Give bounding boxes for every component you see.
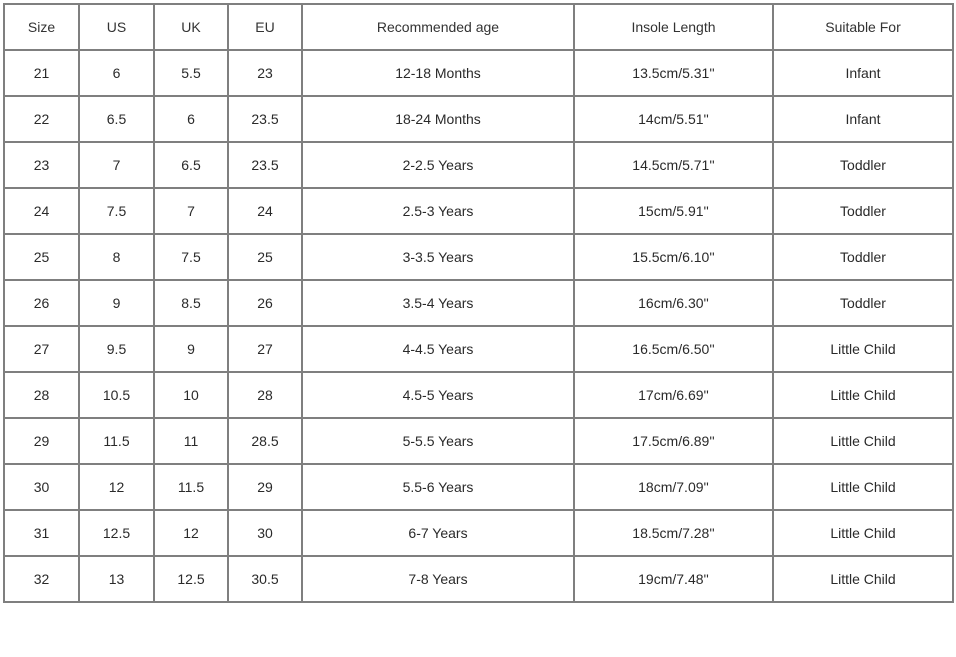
table-row bbox=[4, 142, 953, 188]
cell-size: 26 bbox=[4, 280, 79, 326]
cell-suitable-for: Little Child bbox=[773, 418, 953, 464]
header-us: US bbox=[79, 4, 154, 50]
cell-us: 11.5 bbox=[79, 418, 154, 464]
cell-size: 21 bbox=[4, 50, 79, 96]
cell-uk: 12.5 bbox=[154, 556, 228, 602]
cell-uk: 8.5 bbox=[154, 280, 228, 326]
cell-uk: 7.5 bbox=[154, 234, 228, 280]
cell-us: 9 bbox=[79, 280, 154, 326]
cell-uk: 11.5 bbox=[154, 464, 228, 510]
cell-us: 12.5 bbox=[79, 510, 154, 556]
cell-eu: 23.5 bbox=[228, 96, 302, 142]
cell-size: 22 bbox=[4, 96, 79, 142]
cell-eu: 29 bbox=[228, 464, 302, 510]
header-recommended-age: Recommended age bbox=[302, 4, 574, 50]
cell-size: 24 bbox=[4, 188, 79, 234]
cell-us: 6.5 bbox=[79, 96, 154, 142]
cell-us: 7.5 bbox=[79, 188, 154, 234]
cell-eu: 28 bbox=[228, 372, 302, 418]
cell-uk: 7 bbox=[154, 188, 228, 234]
cell-insole-length: 14cm/5.51'' bbox=[574, 96, 773, 142]
cell-eu: 27 bbox=[228, 326, 302, 372]
cell-insole-length: 14.5cm/5.71'' bbox=[574, 142, 773, 188]
cell-us: 7 bbox=[79, 142, 154, 188]
table-row bbox=[4, 510, 953, 556]
header-uk: UK bbox=[154, 4, 228, 50]
cell-insole-length: 16.5cm/6.50'' bbox=[574, 326, 773, 372]
table-body bbox=[4, 50, 953, 602]
cell-uk: 5.5 bbox=[154, 50, 228, 96]
cell-suitable-for: Infant bbox=[773, 50, 953, 96]
table-row bbox=[4, 326, 953, 372]
cell-eu: 25 bbox=[228, 234, 302, 280]
table-row bbox=[4, 372, 953, 418]
cell-suitable-for: Little Child bbox=[773, 326, 953, 372]
cell-eu: 23 bbox=[228, 50, 302, 96]
table-header bbox=[4, 4, 953, 50]
cell-us: 10.5 bbox=[79, 372, 154, 418]
table-row bbox=[4, 96, 953, 142]
header-insole-length: Insole Length bbox=[574, 4, 773, 50]
cell-us: 9.5 bbox=[79, 326, 154, 372]
cell-us: 13 bbox=[79, 556, 154, 602]
cell-insole-length: 17.5cm/6.89'' bbox=[574, 418, 773, 464]
cell-recommended-age: 18-24 Months bbox=[302, 96, 574, 142]
cell-size: 29 bbox=[4, 418, 79, 464]
cell-recommended-age: 12-18 Months bbox=[302, 50, 574, 96]
cell-uk: 12 bbox=[154, 510, 228, 556]
cell-recommended-age: 5-5.5 Years bbox=[302, 418, 574, 464]
cell-size: 30 bbox=[4, 464, 79, 510]
cell-size: 28 bbox=[4, 372, 79, 418]
cell-uk: 6 bbox=[154, 96, 228, 142]
cell-recommended-age: 5.5-6 Years bbox=[302, 464, 574, 510]
cell-insole-length: 18cm/7.09'' bbox=[574, 464, 773, 510]
table-row bbox=[4, 556, 953, 602]
cell-insole-length: 16cm/6.30'' bbox=[574, 280, 773, 326]
cell-recommended-age: 3-3.5 Years bbox=[302, 234, 574, 280]
cell-recommended-age: 3.5-4 Years bbox=[302, 280, 574, 326]
cell-insole-length: 15cm/5.91'' bbox=[574, 188, 773, 234]
size-chart-table bbox=[3, 3, 954, 603]
cell-us: 8 bbox=[79, 234, 154, 280]
cell-suitable-for: Infant bbox=[773, 96, 953, 142]
cell-uk: 6.5 bbox=[154, 142, 228, 188]
cell-eu: 24 bbox=[228, 188, 302, 234]
cell-insole-length: 17cm/6.69'' bbox=[574, 372, 773, 418]
cell-suitable-for: Little Child bbox=[773, 464, 953, 510]
header-row bbox=[4, 4, 953, 50]
cell-recommended-age: 2-2.5 Years bbox=[302, 142, 574, 188]
cell-insole-length: 19cm/7.48'' bbox=[574, 556, 773, 602]
cell-eu: 28.5 bbox=[228, 418, 302, 464]
table-row bbox=[4, 464, 953, 510]
cell-eu: 23.5 bbox=[228, 142, 302, 188]
cell-suitable-for: Little Child bbox=[773, 556, 953, 602]
cell-suitable-for: Toddler bbox=[773, 188, 953, 234]
cell-eu: 30 bbox=[228, 510, 302, 556]
cell-uk: 11 bbox=[154, 418, 228, 464]
cell-recommended-age: 6-7 Years bbox=[302, 510, 574, 556]
cell-suitable-for: Little Child bbox=[773, 510, 953, 556]
cell-size: 23 bbox=[4, 142, 79, 188]
cell-suitable-for: Little Child bbox=[773, 372, 953, 418]
cell-recommended-age: 2.5-3 Years bbox=[302, 188, 574, 234]
header-suitable-for: Suitable For bbox=[773, 4, 953, 50]
cell-eu: 30.5 bbox=[228, 556, 302, 602]
table-row bbox=[4, 418, 953, 464]
cell-us: 6 bbox=[79, 50, 154, 96]
header-size: Size bbox=[4, 4, 79, 50]
table-row bbox=[4, 234, 953, 280]
cell-size: 27 bbox=[4, 326, 79, 372]
cell-size: 32 bbox=[4, 556, 79, 602]
cell-us: 12 bbox=[79, 464, 154, 510]
cell-insole-length: 13.5cm/5.31'' bbox=[574, 50, 773, 96]
cell-insole-length: 15.5cm/6.10'' bbox=[574, 234, 773, 280]
cell-eu: 26 bbox=[228, 280, 302, 326]
table-row bbox=[4, 280, 953, 326]
cell-suitable-for: Toddler bbox=[773, 280, 953, 326]
cell-insole-length: 18.5cm/7.28'' bbox=[574, 510, 773, 556]
cell-uk: 9 bbox=[154, 326, 228, 372]
table-row bbox=[4, 50, 953, 96]
cell-uk: 10 bbox=[154, 372, 228, 418]
cell-recommended-age: 4-4.5 Years bbox=[302, 326, 574, 372]
cell-recommended-age: 7-8 Years bbox=[302, 556, 574, 602]
cell-suitable-for: Toddler bbox=[773, 142, 953, 188]
cell-suitable-for: Toddler bbox=[773, 234, 953, 280]
cell-size: 25 bbox=[4, 234, 79, 280]
table-row bbox=[4, 188, 953, 234]
header-eu: EU bbox=[228, 4, 302, 50]
cell-size: 31 bbox=[4, 510, 79, 556]
cell-recommended-age: 4.5-5 Years bbox=[302, 372, 574, 418]
